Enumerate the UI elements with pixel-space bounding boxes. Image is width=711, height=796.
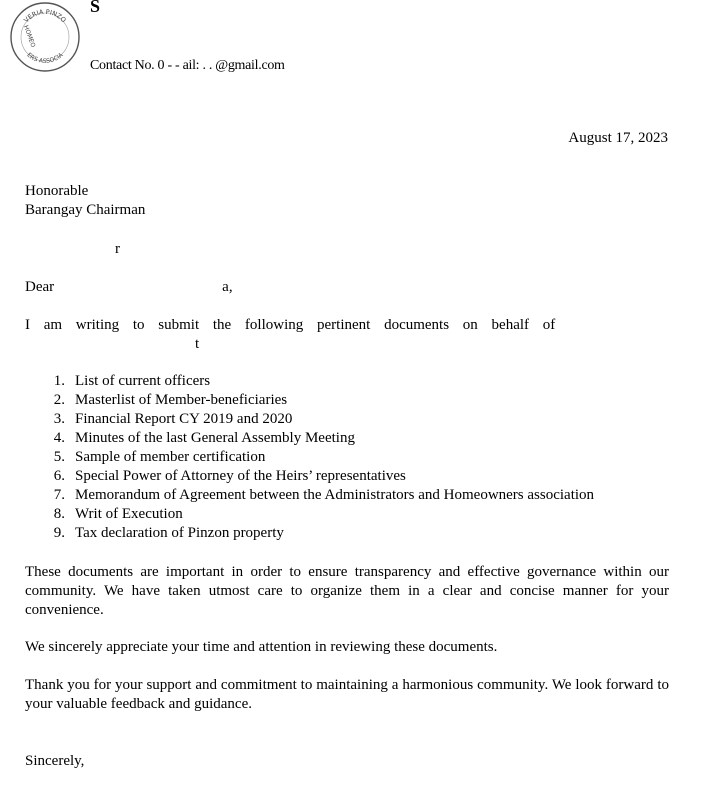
list-item bbox=[25, 429, 594, 448]
list-item bbox=[25, 391, 594, 410]
list-item bbox=[25, 467, 594, 486]
list-item-text: Memorandum of Agreement between the Administrators and Homeowners association bbox=[75, 487, 595, 503]
list-item-text: Writ of Execution bbox=[75, 506, 183, 522]
list-item-number: 4. bbox=[53, 430, 65, 446]
list-item bbox=[25, 505, 594, 524]
list-item-number: 7. bbox=[53, 487, 65, 503]
list-item-number: 2. bbox=[53, 392, 65, 408]
list-item bbox=[25, 486, 594, 505]
intro-paragraph: I am writing to submit the following pertinent documents on behalf of bbox=[25, 316, 669, 335]
list-item-number: 6. bbox=[53, 468, 65, 484]
list-item-text: Masterlist of Member-beneficiaries bbox=[75, 392, 288, 408]
list-item-text: Special Power of Attorney of the Heirs’ representatives bbox=[75, 468, 406, 484]
seal-text-left: HOMEO bbox=[22, 24, 37, 49]
list-item-text: Sample of member certification bbox=[75, 449, 266, 465]
intro-continuation: t bbox=[25, 335, 669, 354]
closing: Sincerely, bbox=[25, 753, 85, 769]
list-item-number: 5. bbox=[53, 449, 65, 465]
org-name: S bbox=[90, 0, 102, 12]
body-paragraph-1: These documents are important in order to ensure transparency and effective governance within our community. We have taken utmost care to organize them in a clear and concise manner for your convenience. bbox=[25, 564, 669, 618]
letter-date: August 17, 2023 bbox=[568, 130, 668, 146]
contact-line: Contact No. 0 - - ail: . . @gmail.com bbox=[90, 58, 285, 73]
body-paragraph-3: Thank you for your support and commitment to maintaining a harmonious community. We look forward to your valuable feedback and guidance. bbox=[25, 677, 669, 712]
list-item bbox=[25, 524, 594, 543]
list-item-text: Financial Report CY 2019 and 2020 bbox=[75, 411, 293, 427]
list-item-text: Tax declaration of Pinzon property bbox=[75, 525, 284, 541]
list-item-number: 9. bbox=[53, 525, 65, 541]
seal-text-bottom: ERS ASSOCIA bbox=[25, 51, 65, 65]
body-paragraph-2: We sincerely appreciate your time and attention in reviewing these documents. bbox=[25, 639, 498, 655]
list-item-text: List of current officers bbox=[75, 373, 211, 389]
document-list bbox=[25, 372, 594, 543]
seal-text-top: VERIA PINZO bbox=[22, 7, 68, 25]
salutation: Dear a, bbox=[25, 279, 233, 295]
list-item bbox=[25, 410, 594, 429]
list-item bbox=[25, 372, 594, 391]
list-item-number: 3. bbox=[53, 411, 65, 427]
list-item-number: 8. bbox=[53, 506, 65, 522]
recipient-location: r bbox=[25, 240, 669, 259]
recipient-name-line: Honorable bbox=[25, 182, 669, 201]
recipient-title: Barangay Chairman bbox=[25, 202, 146, 218]
list-item-number: 1. bbox=[53, 373, 65, 389]
association-seal bbox=[8, 0, 82, 74]
list-item-text: Minutes of the last General Assembly Meeting bbox=[75, 430, 355, 446]
list-item bbox=[25, 448, 594, 467]
